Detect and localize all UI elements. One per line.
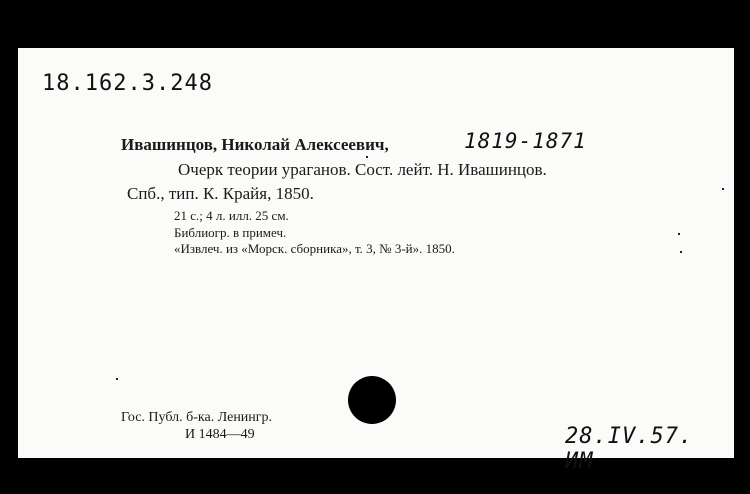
extract-note: «Извлеч. из «Морск. сборника», т. 3, № 3-й». 1850. [174,241,455,256]
punch-hole [348,376,396,424]
author-heading: Ивашинцов, Николай Алексеевич, [121,135,389,154]
catalog-card [18,48,734,474]
speck [678,233,680,235]
collation-line: 21 с.; 4 л. илл. 25 см. [174,208,289,223]
author-dates: 1819-1871 [464,129,587,153]
handwritten-date: 28.IV.57. ИМ [565,424,694,474]
speck [116,378,118,380]
speck [680,251,682,253]
speck [366,156,368,158]
library-stamp: Гос. Публ. б-ка. Ленингр. [121,410,273,425]
imprint-line: Спб., тип. К. Крайя, 1850. [127,184,314,203]
shelf-mark: 18.162.3.248 [42,71,213,96]
speck [722,188,724,190]
title-line: Очерк теории ураганов. Сост. лейт. Н. Ивашинцов. [178,160,547,179]
inventory-number: И 1484—49 [185,427,255,442]
bibliography-note: Библиогр. в примеч. [174,225,287,240]
